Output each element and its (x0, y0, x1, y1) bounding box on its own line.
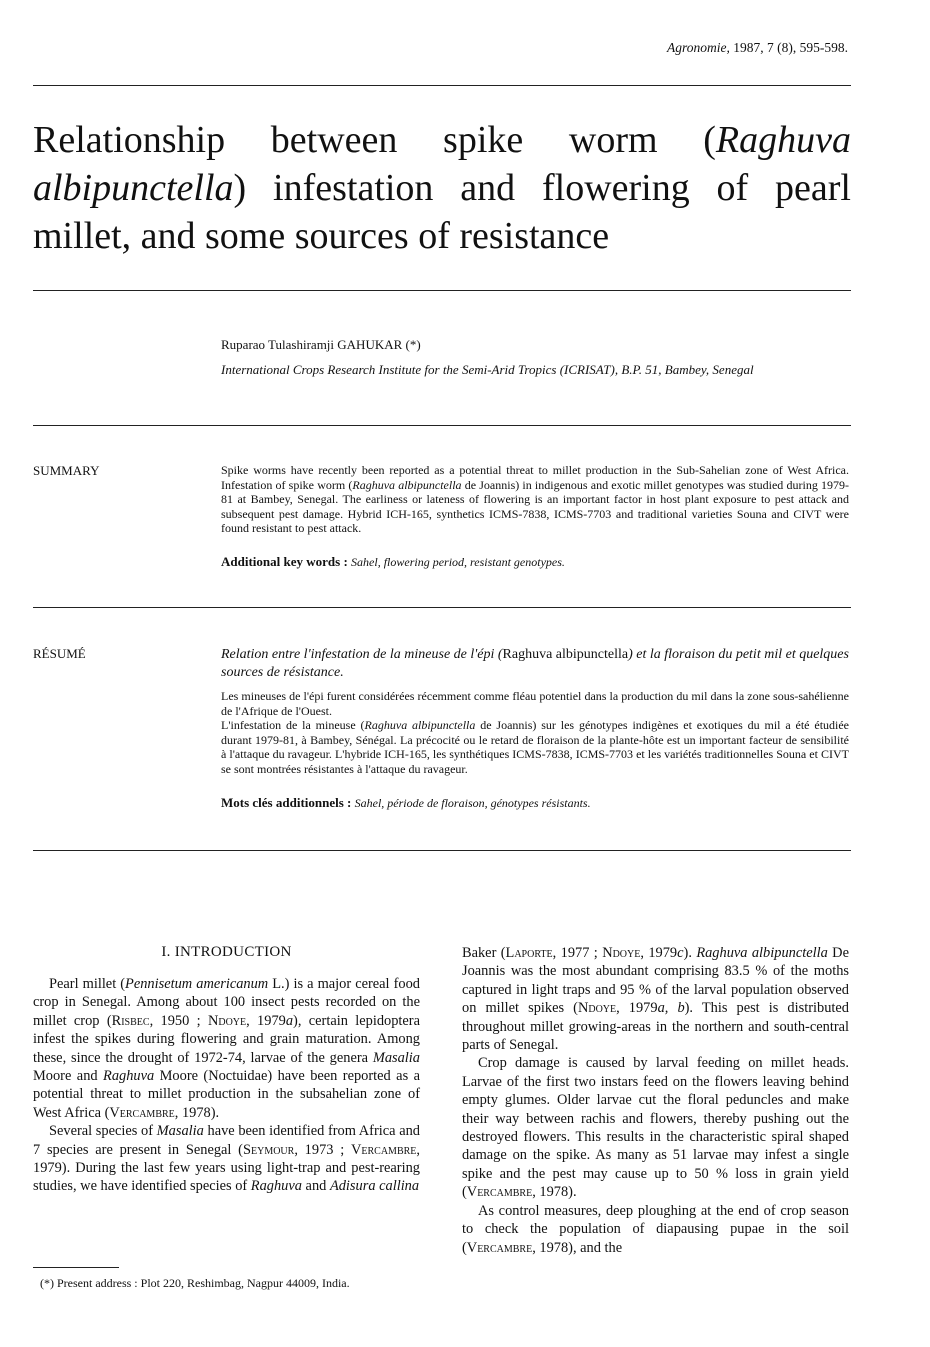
resume-para-2-a: L'infestation de la mineuse ( (221, 718, 365, 733)
intro-paragraph-4: As control measures, deep ploughing at the end of crop season to check the population of diapausing pupae in the soil (Vercambre, 1978), and the (462, 1202, 849, 1256)
keywords-text: Sahel, flowering period, resistant genotypes. (351, 555, 565, 569)
header-rule (33, 85, 851, 86)
title-species: Raghuva albipunctella (33, 119, 851, 209)
resume-para-1: Les mineuses de l'épi furent considérées récemment comme fléau potentiel dans la production du mil dans la zone sous-sahélienne de l'Afrique de l'Ouest. (221, 689, 849, 718)
resume-text (221, 689, 849, 777)
author-affiliation: International Crops Research Institute for the Semi-Arid Tropics (ICRISAT), B.P. 51, Bambey, Senegal (221, 362, 754, 377)
summary-text-b: de Joannis) in indigenous and exotic millet genotypes was studied during 1979-81 at Bambey, Senegal. The earliness or lateness of flowering is an important factor in host plant exposure to pest attack and subsequent pest damage. Hybrid ICH-165, synthetics ICMS-7838, ICMS-7703 and traditional varieties Souna and CIVT were found resistant to pest attack. (221, 477, 850, 536)
resume-keywords-text: Sahel, période de floraison, génotypes résistants. (354, 796, 591, 810)
author-name: Ruparao Tulashiramji GAHUKAR (*) (221, 337, 421, 352)
author-rule (33, 425, 851, 426)
summary-label: SUMMARY (33, 463, 100, 478)
summary-text (221, 463, 849, 536)
resume-keywords-label: Mots clés additionnels : (221, 795, 352, 810)
resume-para-2-b: de Joannis) sur les génotypes indigènes et exotiques du mil a été étudiée durant 1979-81, à Bambey, Sénégal. La précocité ou le retard de floraison de la plante-hôte est un important facteur de sensibilité à l'attaque du ravageur. L'hybride ICH-165, les synthétiques ICMS-7838, ICMS-7703 et les variétés traditionnelles Souna et CIVT se sont montrées résistantes à l'attaque du ravageur. (221, 718, 850, 776)
resume-label: RÉSUMÉ (33, 646, 86, 661)
intro-paragraph-2: Several species of Masalia have been identified from Africa and 7 species are present in Senegal (Seymour, 1973 ; Vercambre, 1979). During the last few years using light-trap and pest-rearing studies, we have identified species of Raghuva and Adisura callina (33, 1123, 421, 1195)
title-text-1: Relationship between spike worm ( (33, 119, 716, 161)
body-column-left (33, 975, 420, 1196)
title-text-2: ) infestation and flowering of pearl millet, and some sources of resistance (33, 167, 851, 257)
title-rule (33, 290, 851, 291)
summary-rule (33, 607, 851, 608)
resume-para-2-species: Raghuva albipunctella (364, 718, 476, 733)
paper-title (33, 116, 851, 260)
section-heading: I. INTRODUCTION (161, 944, 292, 960)
intro-paragraph-2-cont: Baker (Laporte, 1977 ; Ndoye, 1979c). Raghuva albipunctella De Joannis was the most abundant comprising 83.5 % of the moths captured in light traps and 95 % of the larval population observed on millet spikes (Ndoye, 1979a, b). This pest is distributed throughout millet growing-areas in the northern and south-central parts of Senegal. (462, 945, 849, 1054)
journal-name: Agronomie, (667, 40, 730, 55)
body-column-right (462, 944, 849, 1257)
resume-rule (33, 850, 851, 851)
intro-paragraph-3: Crop damage is caused by larval feeding on millet heads. Larvae of the first two instars feed on the flowers leaving behind empty glumes. Older larvae cut the floral peduncles and make their way between rachis and flowers, thereby pushing out the destroyed flowers. This results in the characteristic spiral shaped damage on the spike. As many as 51 larvae may infest a single spike and the pest may cause up to 50 % loss in grain yield (Vercambre, 1978). (462, 1055, 849, 1201)
resume-para-2 (221, 718, 849, 776)
summary-species: Raghuva albipunctella (352, 477, 462, 492)
keywords-label: Additional key words : (221, 554, 348, 569)
footnote: (*) Present address : Plot 220, Reshimbag, Nagpur 44009, India. (40, 1276, 350, 1290)
intro-paragraph-1: Pearl millet (Pennisetum americanum L.) is a major cereal food crop in Senegal. Among about 100 insect pests recorded on the millet crop (Risbec, 1950 ; Ndoye, 1979a), certain lepidoptera infest the spikes during flowering and grain maturation. Among these, since the drought of 1972-74, larvae of the genera Masalia Moore and Raghuva Moore (Noctuidae) have been reported as a potential threat to millet production in the subsahelian zone of West Africa (Vercambre, 1978). (33, 976, 420, 1121)
resume-title-b: ) et la floraison du petit mil et quelques sources de résistance. (221, 647, 849, 680)
resume-title (221, 646, 851, 682)
resume-title-a: Relation entre l'infestation de la mineuse de l'épi ( (221, 647, 503, 662)
summary-keywords (221, 554, 565, 570)
resume-keywords (221, 795, 591, 811)
summary-text-a: Spike worms have recently been reported as a potential threat to millet production in the Sub-Sahelian zone of West Africa. Infestation of spike worm ( (221, 463, 849, 492)
journal-citation (667, 40, 848, 56)
resume-title-species: Raghuva albipunctella (502, 647, 629, 662)
footnote-rule (33, 1267, 119, 1268)
citation-details: 1987, 7 (8), 595-598. (733, 40, 848, 55)
